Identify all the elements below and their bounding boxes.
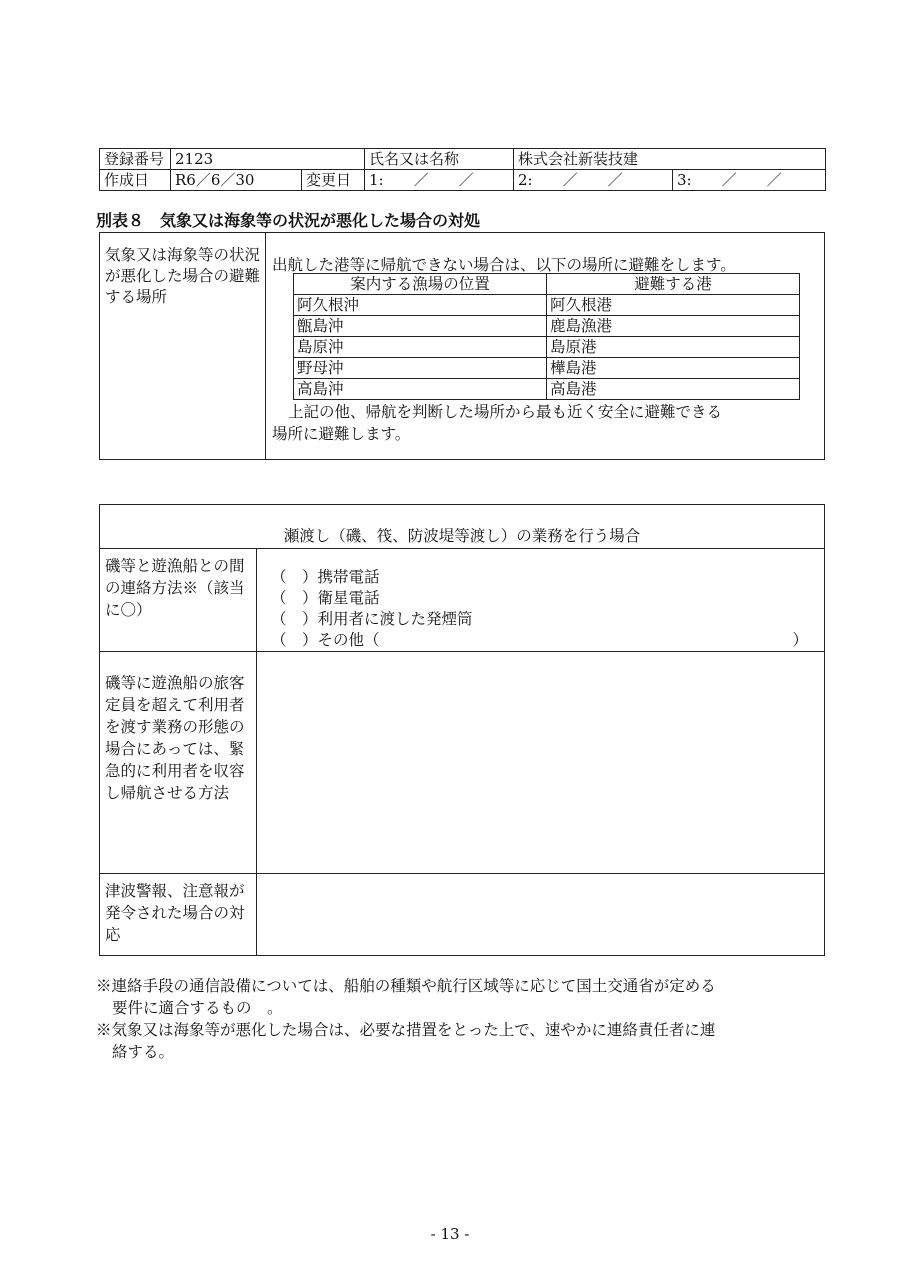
contact-method-options — [257, 549, 825, 652]
contact-method-label: 磯等と遊漁船との間の連絡方法※（該当に〇） — [100, 549, 257, 652]
created-value: R6／6／30 — [171, 170, 302, 191]
weather-note-line-1: 上記の他、帰航を判断した場所から最も近く安全に避難できる — [288, 403, 723, 421]
changed-label: 変更日 — [302, 170, 365, 191]
option-other-close: ） — [792, 631, 808, 649]
column-header-area: 案内する漁場の位置 — [294, 274, 547, 295]
tsunami-response-value — [257, 874, 825, 956]
option-satellite-phone: （ ）衛星電話 — [271, 589, 380, 607]
weather-note-line-2: 場所に避難します。 — [272, 425, 411, 443]
port-cell: 島原港 — [547, 337, 800, 358]
footnote-1: ※連絡手段の通信設備については、船舶の種類や航行区域等に応じて国土交通省が定める 要件に適合するもの 。 — [96, 977, 716, 1017]
weather-label: 気象又は海象等の状況が悪化した場合の避難する場所 — [100, 233, 266, 459]
port-cell: 高島港 — [547, 379, 800, 400]
port-cell: 樺島港 — [547, 358, 800, 379]
option-other: （ ）その他（ ） — [271, 631, 808, 649]
change-3-value: 3: ／ ／ — [673, 170, 826, 191]
table-row — [294, 337, 800, 358]
table-row — [294, 295, 800, 316]
name-value: 株式会社新装技建 — [514, 149, 826, 170]
reg-no-value: 2123 — [171, 149, 365, 170]
change-2-value: 2: ／ ／ — [514, 170, 673, 191]
fishing-area-table — [293, 273, 800, 400]
table-row — [294, 358, 800, 379]
weather-intro: 出航した港等に帰航できない場合は、以下の場所に避難をします。 — [272, 256, 736, 274]
column-header-port: 避難する港 — [547, 274, 800, 295]
page-number: - 13 - — [430, 1225, 470, 1243]
reg-no-label: 登録番号 — [100, 149, 171, 170]
table-row — [294, 316, 800, 337]
capacity-method-label: 磯等に遊漁船の旅客定員を超えて利用者を渡す業務の形態の場合にあっては、緊急的に利用者を収容し帰航させる方法 — [100, 652, 257, 874]
footnote-2: ※気象又は海象等が悪化した場合は、必要な措置をとった上で、速やかに連絡責任者に連 絡する。 — [96, 1021, 716, 1061]
area-cell: 高島沖 — [294, 379, 547, 400]
area-cell: 野母沖 — [294, 358, 547, 379]
port-cell: 鹿島漁港 — [547, 316, 800, 337]
option-mobile-phone: （ ）携帯電話 — [271, 568, 380, 586]
weather-note — [272, 401, 812, 445]
capacity-method-value — [257, 652, 825, 874]
tsunami-response-label: 津波警報、注意報が発令された場合の対応 — [100, 874, 257, 956]
port-cell: 阿久根港 — [547, 295, 800, 316]
weather-box — [99, 232, 825, 460]
transfer-title: 瀬渡し（磯、筏、防波堤等渡し）の業務を行う場合 — [100, 505, 825, 549]
change-1-value: 1: ／ ／ — [365, 170, 514, 191]
table-header-row — [294, 274, 800, 295]
transfer-table — [99, 504, 825, 956]
name-label: 氏名又は名称 — [365, 149, 514, 170]
registration-table — [99, 148, 826, 191]
option-smoke-signal: （ ）利用者に渡した発煙筒 — [271, 610, 473, 628]
section-title: 別表８ 気象又は海象等の状況が悪化した場合の対処 — [96, 211, 481, 230]
created-label: 作成日 — [100, 170, 171, 191]
table-row — [294, 379, 800, 400]
area-cell: 阿久根沖 — [294, 295, 547, 316]
footnotes — [96, 975, 836, 1063]
area-cell: 甑島沖 — [294, 316, 547, 337]
area-cell: 島原沖 — [294, 337, 547, 358]
